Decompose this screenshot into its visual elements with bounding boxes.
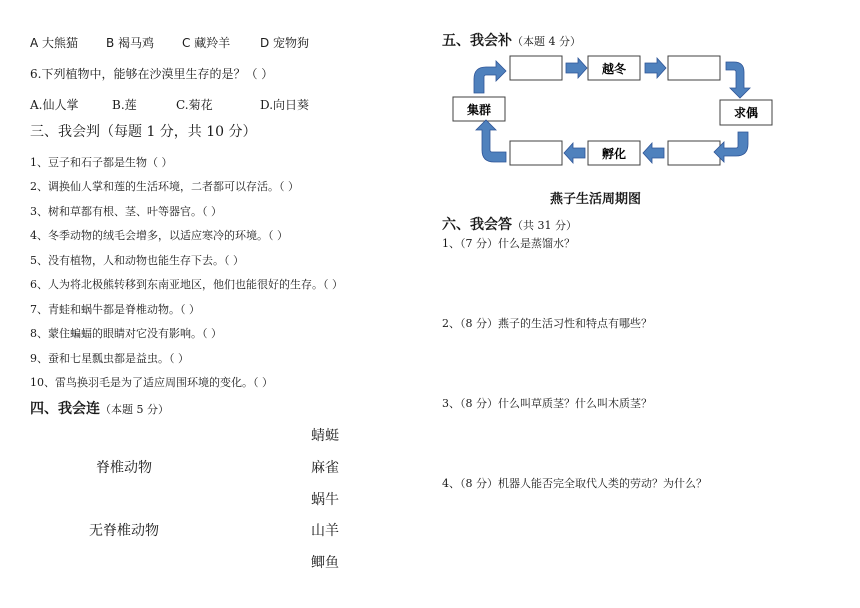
question-item: 4、（8 分）机器人能否完全取代人类的劳动？为什么？ <box>442 477 707 490</box>
section5-subtitle: （本题 4 分） <box>512 35 581 48</box>
category-invertebrate: 无脊椎动物 <box>89 523 159 539</box>
judge-item: 3、树和草都有根、茎、叶等器官。（ ） <box>30 205 222 218</box>
section6-subtitle: （共 31 分） <box>512 219 577 232</box>
question-item: 2、（8 分）燕子的生活习性和特点有哪些？ <box>442 317 652 330</box>
blank-box-top-left <box>510 56 562 80</box>
curved-arrow-icon <box>714 132 748 162</box>
category-vertebrate: 脊椎动物 <box>96 460 152 476</box>
q5-option-d: D 宠物狗 <box>260 36 310 50</box>
judge-item: 5、没有植物，人和动物也能生存下去。（ ） <box>30 254 244 267</box>
judge-item: 4、冬季动物的绒毛会增多，以适应寒冷的环境。（ ） <box>30 229 288 242</box>
q6-option-b: B.莲 <box>112 98 137 112</box>
q6-option-c: C.菊花 <box>176 98 213 112</box>
judge-item: 8、蒙住蝙蝠的眼睛对它没有影响。（ ） <box>30 327 222 340</box>
q6-option-a: A.仙人掌 <box>30 98 79 112</box>
curved-arrow-icon <box>726 62 750 98</box>
section4-subtitle: （本题 5 分） <box>100 403 169 416</box>
blank-box-bottom-right <box>668 141 720 165</box>
judge-item: 6、人为将北极熊转移到东南亚地区，他们也能很好的生存。（ ） <box>30 278 343 291</box>
cycle-label-bottom: 孵化 <box>601 147 627 161</box>
judge-item: 2、调换仙人掌和莲的生活环境，二者都可以存活。（ ） <box>30 180 299 193</box>
section6-heading <box>442 214 577 234</box>
question-item: 3、（8 分）什么叫草质茎？什么叫木质茎？ <box>442 397 652 410</box>
section3-title: 三、我会判（每题 1 分，共 10 分） <box>30 124 257 140</box>
animal-item: 麻雀 <box>311 460 339 476</box>
blank-box-top-right <box>668 56 720 80</box>
judge-item: 7、青蛙和蜗牛都是脊椎动物。（ ） <box>30 303 200 316</box>
question-item: 1、（7 分）什么是蒸馏水？ <box>442 237 575 250</box>
q5-option-a: A 大熊猫 <box>30 36 79 50</box>
section5-title: 五、我会补 <box>442 33 512 49</box>
curved-arrow-icon <box>476 120 506 162</box>
animal-item: 蜻蜓 <box>311 428 339 444</box>
diagram-caption: 燕子生活周期图 <box>550 192 642 207</box>
section6-title: 六、我会答 <box>442 217 512 233</box>
curved-arrow-icon <box>474 61 506 93</box>
blank-box-bottom-left <box>510 141 562 165</box>
arrow-left-icon <box>564 143 585 163</box>
q5-option-b: B 褐马鸡 <box>106 36 155 50</box>
arrow-left-icon <box>643 143 664 163</box>
judge-item: 1、豆子和石子都是生物（ ） <box>30 156 173 169</box>
q5-option-c: C 藏羚羊 <box>182 36 231 50</box>
cycle-label-right: 求偶 <box>733 106 759 120</box>
judge-item: 9、蚕和七星瓢虫都是益虫。（ ） <box>30 352 189 365</box>
arrow-right-icon <box>645 58 666 78</box>
animal-item: 蜗牛 <box>311 492 339 508</box>
section4-title: 四、我会连 <box>30 401 100 417</box>
arrow-right-icon <box>566 58 587 78</box>
q6-question: 6.下列植物中，能够在沙漠里生存的是？（ ） <box>30 67 274 81</box>
q6-option-d: D.向日葵 <box>260 98 310 112</box>
animal-item: 鲫鱼 <box>311 555 339 571</box>
cycle-label-top: 越冬 <box>601 62 627 76</box>
judge-item: 10、雷鸟换羽毛是为了适应周围环境的变化。（ ） <box>30 376 273 389</box>
cycle-label-left: 集群 <box>466 103 492 117</box>
animal-item: 山羊 <box>311 523 339 539</box>
